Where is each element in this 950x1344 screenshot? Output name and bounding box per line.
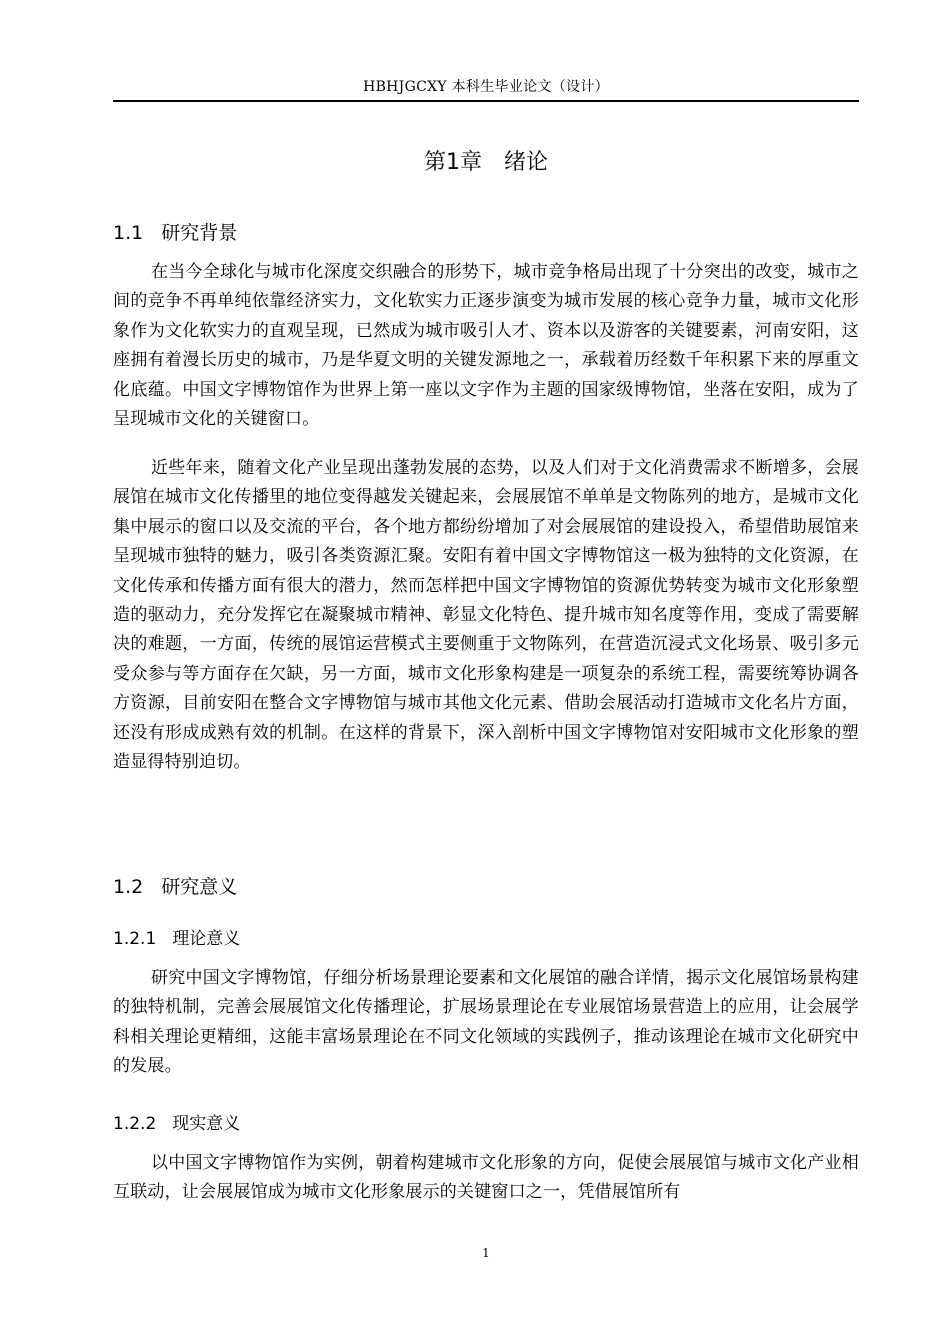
paragraph-theoretical-significance: 研究中国文字博物馆，仔细分析场景理论要素和文化展馆的融合详情，揭示文化展馆场景构建的独特机制，完善会展展馆文化传播理论，扩展场景理论在专业展馆场景营造上的应用，让会展学科相关理论更精细，这能丰富场景理论在不同文化领域的实践例子，推动该理论在城市文化研究中的发展。 bbox=[113, 968, 859, 1077]
section-title: 研究背景 bbox=[161, 222, 238, 244]
paragraph-practical-significance: 以中国文字博物馆作为实例，朝着构建城市文化形象的方向，促使会展展馆与城市文化产业相互联动，让会展展馆成为城市文化形象展示的关键窗口之一，凭借展馆所有 bbox=[113, 1153, 859, 1203]
page-number: 1 bbox=[482, 1246, 490, 1260]
section-heading-1-1 bbox=[113, 218, 237, 248]
header-rule bbox=[113, 100, 859, 102]
subsection-heading-1-2-1 bbox=[113, 925, 240, 953]
paragraph-background-1: 在当今全球化与城市化深度交织融合的形势下，城市竞争格局出现了十分突出的改变，城市之间的竞争不再单纯依靠经济实力，文化软实力正逐步演变为城市发展的核心竞争力量，城市文化形象作为文化软实力的直观呈现，已然成为城市吸引人才、资本以及游客的关键要素，河南安阳，这座拥有着漫长历史的城市，乃是华夏文明的关键发源地之一，承载着历经数千年积累下来的厚重文化底蕴。中国文字博物馆作为世界上第一座以文字作为主题的国家级博物馆，坐落在安阳，成为了呈现城市文化的关键窗口。 bbox=[113, 262, 859, 430]
subsection-number: 1.2.1 bbox=[113, 929, 157, 949]
chapter-title: 第1章 绪论 bbox=[424, 150, 548, 175]
subsection-number: 1.2.2 bbox=[113, 1114, 157, 1134]
subsection-heading-1-2-2 bbox=[113, 1110, 240, 1138]
section-heading-1-2 bbox=[113, 872, 237, 902]
subsection-title: 理论意义 bbox=[172, 929, 241, 949]
section-number: 1.1 bbox=[113, 222, 144, 244]
section-number: 1.2 bbox=[113, 876, 144, 898]
subsection-title: 现实意义 bbox=[172, 1114, 241, 1134]
section-title: 研究意义 bbox=[161, 876, 238, 898]
paragraph-background-2: 近些年来，随着文化产业呈现出蓬勃发展的态势，以及人们对于文化消费需求不断增多，会展展馆在城市文化传播里的地位变得越发关键起来，会展展馆不单单是文物陈列的地方，是城市文化集中展示的窗口以及交流的平台，各个地方都纷纷增加了对会展展馆的建设投入，希望借助展馆来呈现城市独特的魅力，吸引各类资源汇聚。安阳有着中国文字博物馆这一极为独特的文化资源，在文化传承和传播方面有很大的潜力，然而怎样把中国文字博物馆的资源优势转变为城市文化形象塑造的驱动力，充分发挥它在凝聚城市精神、彰显文化特色、提升城市知名度等作用，变成了需要解决的难题，一方面，传统的展馆运营模式主要侧重于文物陈列，在营造沉浸式文化场景、吸引多元受众参与等方面存在欠缺，另一方面，城市文化形象构建是一项复杂的系统工程，需要统筹协调各方资源，目前安阳在整合文字博物馆与城市其他文化元素、借助会展活动打造城市文化名片方面，还没有形成成熟有效的机制。在这样的背景下，深入剖析中国文字博物馆对安阳城市文化形象的塑造显得特别迫切。 bbox=[113, 458, 859, 773]
running-header: HBHJGCXY 本科生毕业论文（设计） bbox=[363, 79, 609, 95]
